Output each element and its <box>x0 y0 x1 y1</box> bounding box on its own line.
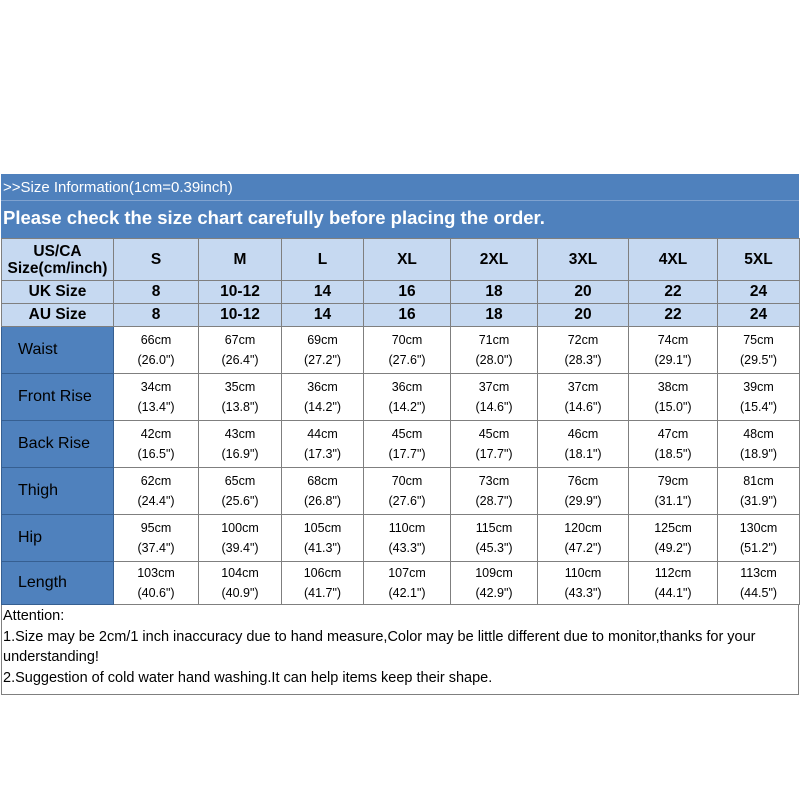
cm-value: 45cm <box>478 427 510 441</box>
size-cell: 4XL <box>629 239 718 281</box>
measurement-row <box>2 421 800 468</box>
size-info-header: >>Size Information(1cm=0.39inch) <box>1 174 799 201</box>
inch-value: (26.0") <box>137 353 175 367</box>
inch-value: (18.9") <box>739 447 778 461</box>
uk-size-cell: 18 <box>451 281 538 304</box>
measurement-cell <box>538 327 629 374</box>
cm-value: 42cm <box>140 427 172 441</box>
measurement-cell <box>114 327 199 374</box>
cm-value: 37cm <box>478 380 510 394</box>
inch-value: (41.3") <box>303 541 342 555</box>
cm-value: 74cm <box>657 333 689 347</box>
cm-value: 72cm <box>567 333 599 347</box>
inch-value: (13.8") <box>221 400 259 414</box>
cm-value: 37cm <box>567 380 599 394</box>
measurement-cell <box>364 421 451 468</box>
inch-value: (29.1") <box>654 353 692 367</box>
cm-value: 79cm <box>657 474 689 488</box>
inch-value: (27.6") <box>388 353 426 367</box>
us-size-label <box>2 239 114 281</box>
measurement-cell <box>538 468 629 515</box>
measurement-cell <box>199 562 282 605</box>
au-size-cell: 20 <box>538 304 629 327</box>
inch-value: (45.3") <box>475 541 513 555</box>
measurement-cell <box>199 374 282 421</box>
measurement-cell <box>718 468 800 515</box>
measurement-cell <box>629 515 718 562</box>
inch-value: (28.3") <box>564 353 602 367</box>
attention-notes <box>1 605 799 695</box>
inch-value: (31.9") <box>739 494 778 508</box>
cm-value: 70cm <box>391 333 423 347</box>
inch-value: (31.1") <box>654 494 692 508</box>
measurement-label: Front Rise <box>2 374 114 421</box>
au-size-cell: 22 <box>629 304 718 327</box>
measurement-label: Length <box>2 562 114 605</box>
inch-value: (40.6") <box>137 586 175 600</box>
measurement-label: Thigh <box>2 468 114 515</box>
measurement-row <box>2 562 800 605</box>
cm-value: 120cm <box>564 521 602 535</box>
inch-value: (41.7") <box>303 586 342 600</box>
measurement-cell <box>629 421 718 468</box>
inch-value: (14.2") <box>303 400 342 414</box>
cm-value: 45cm <box>391 427 423 441</box>
attention-line-1: 1.Size may be 2cm/1 inch inaccuracy due to hand measure,Color may be little different due to monitor,thanks for your understanding! <box>3 628 756 665</box>
au-size-cell: 18 <box>451 304 538 327</box>
cm-value: 125cm <box>654 521 692 535</box>
measurement-cell <box>629 327 718 374</box>
measurement-cell <box>451 468 538 515</box>
inch-value: (17.7") <box>388 447 426 461</box>
measurement-cell <box>451 327 538 374</box>
size-cell: 2XL <box>451 239 538 281</box>
inch-value: (18.5") <box>654 447 692 461</box>
inch-value: (44.5") <box>739 586 778 600</box>
cm-value: 38cm <box>657 380 689 394</box>
us-size-row <box>2 239 800 281</box>
uk-size-cell: 20 <box>538 281 629 304</box>
uk-size-cell: 24 <box>718 281 800 304</box>
size-chart <box>1 174 799 695</box>
inch-value: (28.7") <box>475 494 513 508</box>
cm-value: 110cm <box>388 521 426 535</box>
cm-value: 107cm <box>388 566 426 580</box>
size-cell: 3XL <box>538 239 629 281</box>
cm-value: 76cm <box>567 474 599 488</box>
measurement-cell <box>364 374 451 421</box>
cm-value: 130cm <box>739 521 778 535</box>
cm-value: 112cm <box>654 566 692 580</box>
inch-value: (42.1") <box>388 586 426 600</box>
inch-value: (40.9") <box>221 586 259 600</box>
uk-size-label: UK Size <box>2 281 114 304</box>
cm-value: 110cm <box>564 566 602 580</box>
measurement-cell <box>199 468 282 515</box>
cm-value: 75cm <box>743 333 774 347</box>
measurement-cell <box>538 515 629 562</box>
measurement-cell <box>282 562 364 605</box>
inch-value: (15.0") <box>654 400 692 414</box>
inch-value: (24.4") <box>137 494 175 508</box>
measurement-cell <box>114 374 199 421</box>
measurement-cell <box>282 468 364 515</box>
inch-value: (14.2") <box>388 400 426 414</box>
inch-value: (37.4") <box>137 541 175 555</box>
cm-value: 44cm <box>307 427 338 441</box>
cm-value: 48cm <box>743 427 774 441</box>
measurement-cell <box>451 562 538 605</box>
inch-value: (44.1") <box>654 586 692 600</box>
cm-value: 65cm <box>224 474 256 488</box>
inch-value: (43.3") <box>564 586 602 600</box>
inch-value: (27.2") <box>303 353 342 367</box>
attention-title: Attention: <box>3 608 65 624</box>
uk-size-cell: 10-12 <box>199 281 282 304</box>
measurement-cell <box>718 374 800 421</box>
uk-size-cell: 16 <box>364 281 451 304</box>
measurement-cell <box>538 562 629 605</box>
measurement-cell <box>282 327 364 374</box>
cm-value: 100cm <box>221 521 259 535</box>
measurement-cell <box>718 515 800 562</box>
inch-value: (17.3") <box>303 447 342 461</box>
size-cell: L <box>282 239 364 281</box>
measurement-cell <box>718 562 800 605</box>
cm-value: 109cm <box>475 566 513 580</box>
measurement-row <box>2 327 800 374</box>
au-size-label: AU Size <box>2 304 114 327</box>
cm-value: 105cm <box>303 521 342 535</box>
cm-value: 113cm <box>740 566 777 580</box>
size-cell: XL <box>364 239 451 281</box>
measurement-cell <box>451 421 538 468</box>
cm-value: 104cm <box>221 566 259 580</box>
cm-value: 47cm <box>657 427 689 441</box>
uk-size-cell: 22 <box>629 281 718 304</box>
measurement-row <box>2 468 800 515</box>
inch-value: (49.2") <box>654 541 692 555</box>
measurement-cell <box>114 468 199 515</box>
inch-value: (26.4") <box>221 353 259 367</box>
cm-value: 62cm <box>140 474 172 488</box>
cm-value: 67cm <box>224 333 256 347</box>
cm-value: 66cm <box>140 333 172 347</box>
measurement-cell <box>451 515 538 562</box>
inch-value: (27.6") <box>388 494 426 508</box>
inch-value: (25.6") <box>221 494 259 508</box>
inch-value: (28.0") <box>475 353 513 367</box>
size-cell: S <box>114 239 199 281</box>
size-cell: 5XL <box>718 239 800 281</box>
cm-value: 70cm <box>391 474 423 488</box>
measurement-cell <box>199 515 282 562</box>
measurement-row <box>2 374 800 421</box>
inch-value: (51.2") <box>739 541 778 555</box>
measurement-cell <box>282 515 364 562</box>
cm-value: 69cm <box>307 333 338 347</box>
attention-line-2: 2.Suggestion of cold water hand washing.It can help items keep their shape. <box>3 669 493 686</box>
measurement-cell <box>364 562 451 605</box>
cm-value: 36cm <box>391 380 423 394</box>
inch-value: (29.5") <box>739 353 778 367</box>
measurement-cell <box>718 421 800 468</box>
au-size-cell: 8 <box>114 304 199 327</box>
inch-value: (15.4") <box>739 400 778 414</box>
measurement-label: Back Rise <box>2 421 114 468</box>
cm-value: 46cm <box>567 427 599 441</box>
cm-value: 106cm <box>303 566 342 580</box>
cm-value: 36cm <box>307 380 338 394</box>
cm-value: 71cm <box>478 333 510 347</box>
inch-value: (14.6") <box>564 400 602 414</box>
cm-value: 95cm <box>140 521 172 535</box>
cm-value: 68cm <box>307 474 338 488</box>
measurement-cell <box>364 515 451 562</box>
inch-value: (13.4") <box>137 400 175 414</box>
us-size-label-line1: US/CA <box>33 242 82 260</box>
measurement-cell <box>114 562 199 605</box>
measurement-cell <box>364 327 451 374</box>
measurement-cell <box>282 374 364 421</box>
measurement-cell <box>629 562 718 605</box>
size-notice-header: Please check the size chart carefully before placing the order. <box>1 201 799 238</box>
measurement-cell <box>199 421 282 468</box>
cm-value: 115cm <box>475 521 513 535</box>
measurement-row <box>2 515 800 562</box>
measurement-cell <box>364 468 451 515</box>
uk-size-row <box>2 281 800 304</box>
measurement-label: Hip <box>2 515 114 562</box>
cm-value: 81cm <box>743 474 774 488</box>
inch-value: (29.9") <box>564 494 602 508</box>
au-size-cell: 10-12 <box>199 304 282 327</box>
measurement-cell <box>629 374 718 421</box>
measurement-cell <box>538 374 629 421</box>
cm-value: 43cm <box>224 427 256 441</box>
measurement-cell <box>114 515 199 562</box>
inch-value: (14.6") <box>475 400 513 414</box>
inch-value: (26.8") <box>303 494 342 508</box>
cm-value: 34cm <box>140 380 172 394</box>
inch-value: (42.9") <box>475 586 513 600</box>
uk-size-cell: 8 <box>114 281 199 304</box>
measurement-cell <box>718 327 800 374</box>
measurement-cell <box>629 468 718 515</box>
size-cell: M <box>199 239 282 281</box>
measurement-cell <box>282 421 364 468</box>
measurement-cell <box>199 327 282 374</box>
inch-value: (39.4") <box>221 541 259 555</box>
cm-value: 103cm <box>137 566 175 580</box>
measurement-cell <box>538 421 629 468</box>
inch-value: (43.3") <box>388 541 426 555</box>
measurement-label: Waist <box>2 327 114 374</box>
inch-value: (16.9") <box>221 447 259 461</box>
cm-value: 35cm <box>224 380 256 394</box>
uk-size-cell: 14 <box>282 281 364 304</box>
au-size-cell: 24 <box>718 304 800 327</box>
cm-value: 39cm <box>743 380 774 394</box>
measurement-cell <box>114 421 199 468</box>
inch-value: (16.5") <box>137 447 175 461</box>
inch-value: (18.1") <box>564 447 602 461</box>
cm-value: 73cm <box>478 474 510 488</box>
au-size-cell: 16 <box>364 304 451 327</box>
measurement-cell <box>451 374 538 421</box>
au-size-row <box>2 304 800 327</box>
us-size-label-line2: Size(cm/inch) <box>7 259 108 277</box>
size-table <box>1 238 800 605</box>
au-size-cell: 14 <box>282 304 364 327</box>
inch-value: (17.7") <box>475 447 513 461</box>
inch-value: (47.2") <box>564 541 602 555</box>
